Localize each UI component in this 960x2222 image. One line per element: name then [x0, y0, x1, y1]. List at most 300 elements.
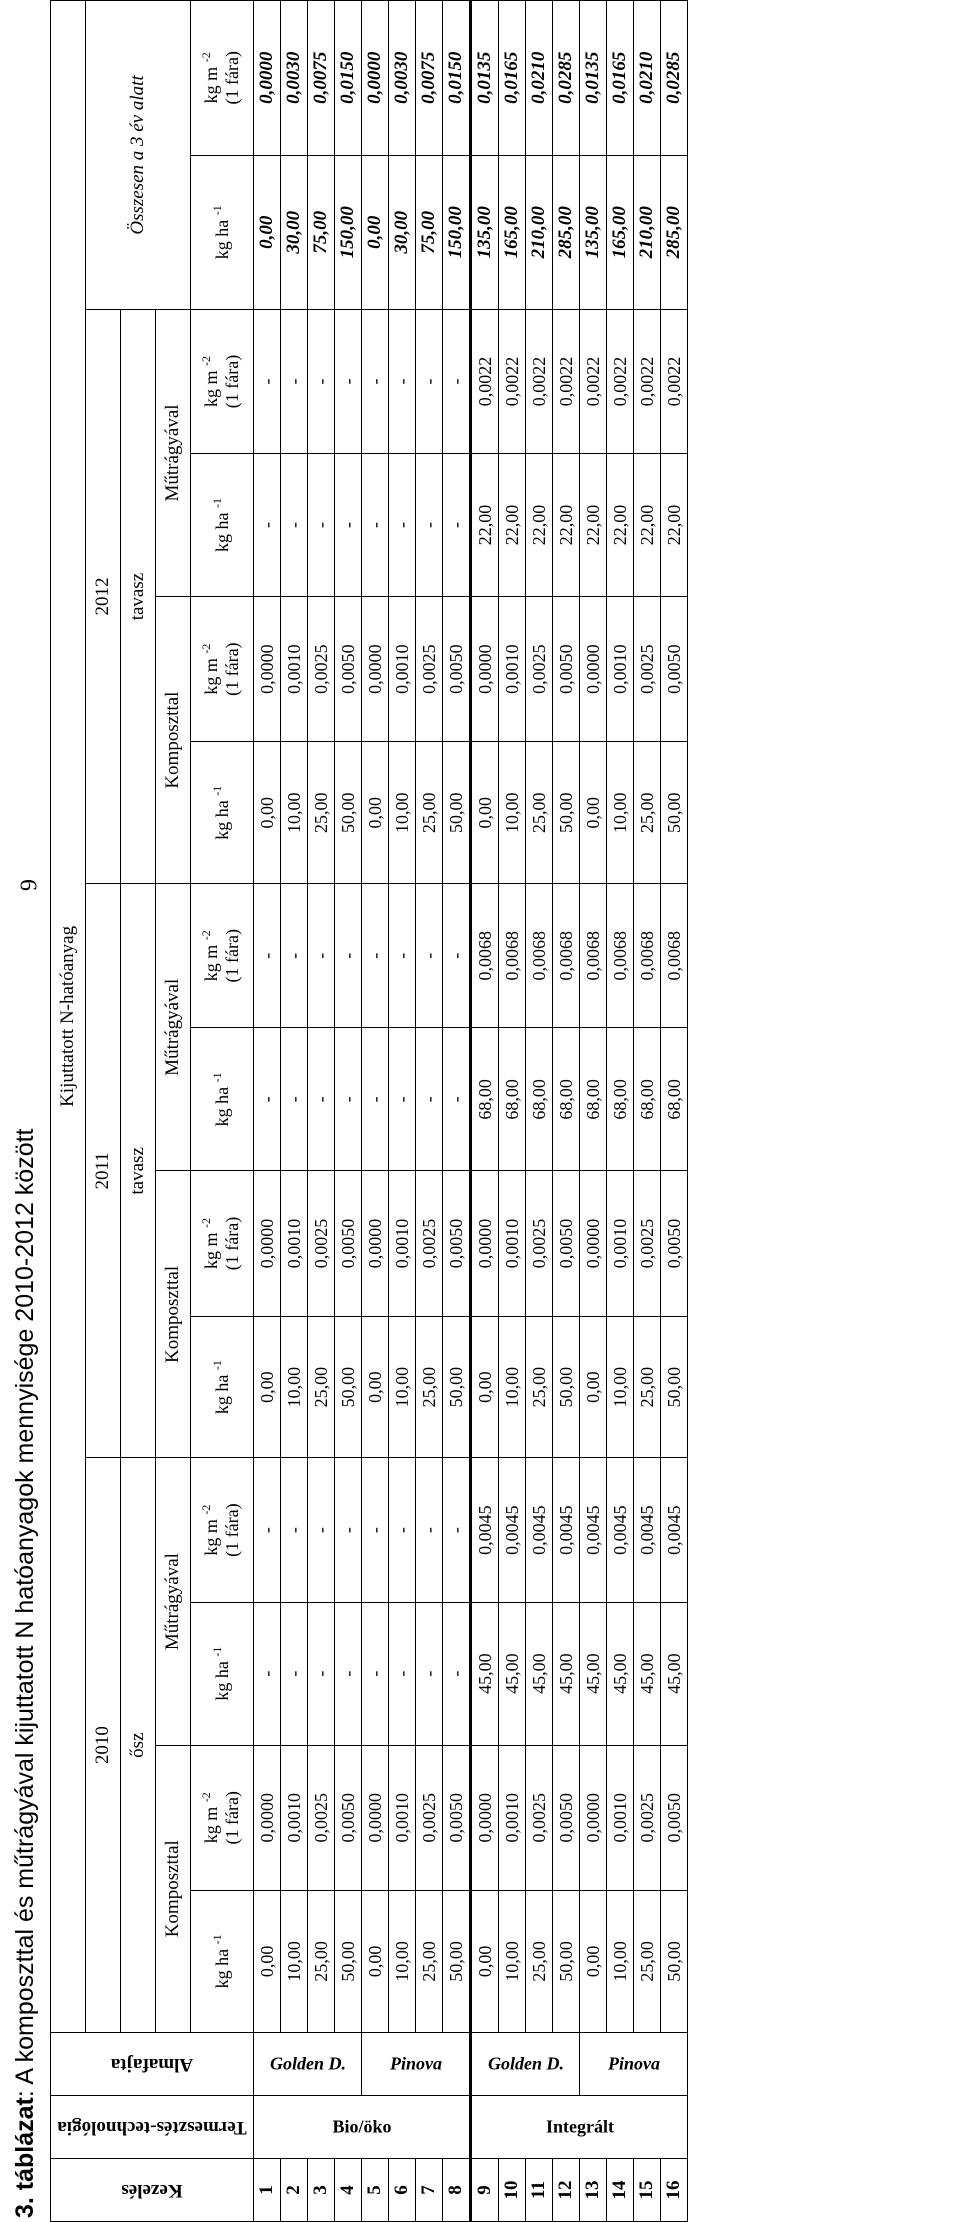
value-cell: 25,00	[308, 742, 335, 884]
total-ha-cell: 150,00	[335, 155, 362, 309]
value-cell: 0,0022	[580, 309, 607, 453]
technologia-cell: Integrált	[471, 2095, 688, 2158]
value-cell: 0,0010	[281, 1171, 308, 1316]
value-cell: -	[281, 454, 308, 597]
kezeles-number: 14	[607, 2158, 634, 2221]
value-cell: 0,0050	[661, 1171, 688, 1316]
almafajta-header: Almafajta	[51, 2032, 254, 2095]
value-cell: -	[308, 1028, 335, 1171]
value-cell: 0,0000	[254, 1171, 281, 1316]
value-cell: 0,00	[471, 1890, 499, 2032]
value-cell: 50,00	[553, 742, 580, 884]
total-ha-cell: 75,00	[416, 155, 443, 309]
value-cell: 0,0022	[661, 309, 688, 453]
value-cell: 0,0068	[499, 884, 526, 1028]
value-cell: 45,00	[634, 1602, 661, 1745]
total-m-cell: 0,0165	[499, 1, 526, 156]
value-cell: 10,00	[281, 1316, 308, 1458]
value-cell: 0,0045	[634, 1458, 661, 1602]
total-m-cell: 0,0030	[281, 1, 308, 156]
value-cell: 45,00	[580, 1602, 607, 1745]
value-cell: 0,0022	[607, 309, 634, 453]
table-row	[526, 1, 553, 2222]
komposzttal-header: Komposzttal	[156, 597, 191, 884]
value-cell: 68,00	[580, 1028, 607, 1171]
value-cell: 22,00	[471, 454, 499, 597]
total-m-cell: 0,0150	[443, 1, 471, 156]
value-cell: 0,0000	[471, 597, 499, 742]
value-cell: 0,0010	[281, 1745, 308, 1890]
value-cell: 0,0068	[661, 884, 688, 1028]
value-cell: -	[362, 1458, 389, 1602]
value-cell: 0,0000	[471, 1171, 499, 1316]
value-cell: -	[389, 1602, 416, 1745]
total-ha-cell: 285,00	[661, 155, 688, 309]
table-row	[661, 1, 688, 2222]
total-m-cell: 0,0030	[389, 1, 416, 156]
table-caption	[0, 0, 50, 2222]
table-row	[389, 1, 416, 2222]
kezeles-number: 3	[308, 2158, 335, 2221]
value-cell: 0,0025	[526, 1745, 553, 1890]
value-cell: 22,00	[499, 454, 526, 597]
value-cell: 0,0045	[499, 1458, 526, 1602]
value-cell: 0,0000	[580, 1745, 607, 1890]
value-cell: -	[254, 1458, 281, 1602]
kezeles-number: 7	[416, 2158, 443, 2221]
value-cell: -	[335, 1028, 362, 1171]
value-cell: 25,00	[526, 1316, 553, 1458]
total-m-cell: 0,0075	[416, 1, 443, 156]
value-cell: -	[308, 1602, 335, 1745]
kezeles-number: 9	[471, 2158, 499, 2221]
value-cell: 0,0025	[308, 1745, 335, 1890]
value-cell: -	[362, 1602, 389, 1745]
value-cell: 0,0000	[254, 1745, 281, 1890]
total-ha-cell: 210,00	[634, 155, 661, 309]
total-m-cell: 0,0135	[580, 1, 607, 156]
value-cell: 0,0025	[634, 1171, 661, 1316]
value-cell: 0,0010	[607, 1171, 634, 1316]
value-cell: -	[416, 1602, 443, 1745]
total-ha-cell: 30,00	[389, 155, 416, 309]
value-cell: 10,00	[389, 742, 416, 884]
value-cell: 0,0050	[661, 597, 688, 742]
total-ha-cell: 0,00	[254, 155, 281, 309]
value-cell: 10,00	[607, 1890, 634, 2032]
value-cell: 68,00	[526, 1028, 553, 1171]
value-cell: -	[416, 884, 443, 1028]
value-cell: -	[308, 454, 335, 597]
value-cell: 0,0000	[254, 597, 281, 742]
value-cell: -	[254, 454, 281, 597]
value-cell: 50,00	[553, 1316, 580, 1458]
value-cell: 0,0068	[471, 884, 499, 1028]
value-cell: -	[443, 884, 471, 1028]
value-cell: -	[362, 1028, 389, 1171]
value-cell: -	[389, 309, 416, 453]
table-row	[471, 1, 499, 2222]
value-cell: 0,0045	[553, 1458, 580, 1602]
value-cell: 68,00	[634, 1028, 661, 1171]
value-cell: -	[416, 1458, 443, 1602]
value-cell: 10,00	[389, 1316, 416, 1458]
value-cell: -	[281, 309, 308, 453]
year-header: 2010	[86, 1458, 121, 2032]
almafajta-cell: Pinova	[362, 2032, 471, 2095]
value-cell: 0,0045	[526, 1458, 553, 1602]
value-cell: 22,00	[661, 454, 688, 597]
value-cell: -	[281, 884, 308, 1028]
value-cell: 45,00	[553, 1602, 580, 1745]
value-cell: 50,00	[661, 742, 688, 884]
value-cell: 50,00	[553, 1890, 580, 2032]
table-row	[308, 1, 335, 2222]
value-cell: 0,0050	[661, 1745, 688, 1890]
unit-m-header: kg m $^{-2}$ (1 fára)	[191, 1171, 254, 1316]
value-cell: 0,0045	[661, 1458, 688, 1602]
value-cell: 50,00	[443, 742, 471, 884]
unit-ha-header: kg ha $^{-1}$	[191, 1602, 254, 1745]
unit-m-header: kg m $^{-2}$ (1 fára)	[191, 1745, 254, 1890]
value-cell: 0,0050	[553, 597, 580, 742]
kezeles-number: 2	[281, 2158, 308, 2221]
value-cell: 25,00	[526, 742, 553, 884]
value-cell: -	[308, 1458, 335, 1602]
value-cell: -	[443, 454, 471, 597]
unit-ha-header: kg ha $^{-1}$	[191, 155, 254, 309]
table-header	[51, 1, 254, 2222]
value-cell: 0,0045	[471, 1458, 499, 1602]
value-cell: -	[416, 1028, 443, 1171]
value-cell: 0,00	[580, 1890, 607, 2032]
value-cell: 50,00	[335, 742, 362, 884]
value-cell: 68,00	[607, 1028, 634, 1171]
value-cell: 22,00	[526, 454, 553, 597]
value-cell: 0,0025	[308, 1171, 335, 1316]
value-cell: 0,0068	[553, 884, 580, 1028]
value-cell: 0,0025	[308, 597, 335, 742]
value-cell: 10,00	[499, 1890, 526, 2032]
value-cell: -	[281, 1028, 308, 1171]
table-row	[335, 1, 362, 2222]
value-cell: 0,0025	[634, 1745, 661, 1890]
value-cell: 50,00	[335, 1890, 362, 2032]
kezeles-number: 15	[634, 2158, 661, 2221]
nitrogen-table	[50, 0, 688, 2222]
value-cell: -	[254, 1602, 281, 1745]
mutragyaval-header: Műtrágyával	[156, 1458, 191, 1745]
table-row	[362, 1, 389, 2222]
caption-text: : A komposzttal és műtrágyával kijuttatott N hatóanyagok mennyisége 2010-2012 között	[11, 1128, 39, 2098]
value-cell: 10,00	[607, 1316, 634, 1458]
technologia-cell: Bio/öko	[254, 2095, 471, 2158]
value-cell: -	[443, 309, 471, 453]
page-number: 6	[14, 879, 41, 891]
value-cell: 0,00	[254, 742, 281, 884]
value-cell: 0,0000	[580, 597, 607, 742]
value-cell: 50,00	[661, 1890, 688, 2032]
value-cell: 25,00	[308, 1890, 335, 2032]
total-m-cell: 0,0150	[335, 1, 362, 156]
value-cell: 25,00	[634, 742, 661, 884]
value-cell: 25,00	[416, 1316, 443, 1458]
value-cell: 0,0025	[526, 1171, 553, 1316]
total-ha-cell: 165,00	[607, 155, 634, 309]
value-cell: -	[443, 1602, 471, 1745]
kezeles-number: 6	[389, 2158, 416, 2221]
value-cell: 0,0068	[634, 884, 661, 1028]
value-cell: 68,00	[553, 1028, 580, 1171]
total-m-cell: 0,0210	[526, 1, 553, 156]
season-header: tavasz	[121, 884, 156, 1458]
kezeles-number: 12	[553, 2158, 580, 2221]
value-cell: 0,0022	[499, 309, 526, 453]
value-cell: 0,0010	[499, 1171, 526, 1316]
total-m-cell: 0,0135	[471, 1, 499, 156]
value-cell: 0,0000	[580, 1171, 607, 1316]
unit-ha-header: kg ha $^{-1}$	[191, 742, 254, 884]
value-cell: 68,00	[499, 1028, 526, 1171]
total-m-cell: 0,0000	[254, 1, 281, 156]
value-cell: 0,0000	[362, 1171, 389, 1316]
value-cell: -	[389, 454, 416, 597]
value-cell: 10,00	[499, 742, 526, 884]
kezeles-number: 5	[362, 2158, 389, 2221]
value-cell: -	[335, 884, 362, 1028]
table-row	[281, 1, 308, 2222]
table-row	[553, 1, 580, 2222]
value-cell: 50,00	[443, 1316, 471, 1458]
kezeles-number: 4	[335, 2158, 362, 2221]
value-cell: 0,0068	[580, 884, 607, 1028]
value-cell: 0,0010	[389, 597, 416, 742]
value-cell: 0,0010	[281, 597, 308, 742]
mutragyaval-header: Műtrágyával	[156, 884, 191, 1171]
value-cell: 0,00	[580, 1316, 607, 1458]
value-cell: 0,0022	[634, 309, 661, 453]
unit-ha-header: kg ha $^{-1}$	[191, 1316, 254, 1458]
value-cell: -	[416, 309, 443, 453]
value-cell: 0,0050	[335, 1171, 362, 1316]
value-cell: 0,0050	[335, 597, 362, 742]
table-row	[443, 1, 471, 2222]
value-cell: -	[389, 884, 416, 1028]
kezeles-number: 13	[580, 2158, 607, 2221]
value-cell: 45,00	[607, 1602, 634, 1745]
value-cell: 25,00	[416, 1890, 443, 2032]
value-cell: 25,00	[526, 1890, 553, 2032]
komposzttal-header: Komposzttal	[156, 1171, 191, 1458]
value-cell: 25,00	[634, 1316, 661, 1458]
value-cell: 0,0000	[471, 1745, 499, 1890]
total-ha-cell: 30,00	[281, 155, 308, 309]
value-cell: 0,0010	[607, 597, 634, 742]
season-header: tavasz	[121, 309, 156, 883]
kijuttatott-header: Kijuttatott N-hatóanyag	[51, 1, 86, 2033]
value-cell: -	[335, 1458, 362, 1602]
table-row	[607, 1, 634, 2222]
value-cell: 25,00	[634, 1890, 661, 2032]
total-ha-cell: 135,00	[471, 155, 499, 309]
value-cell: 0,0010	[389, 1745, 416, 1890]
value-cell: 0,0000	[362, 1745, 389, 1890]
value-cell: -	[308, 884, 335, 1028]
value-cell: 0,0025	[634, 597, 661, 742]
caption-label: 3. táblázat	[11, 2097, 39, 2218]
value-cell: 68,00	[471, 1028, 499, 1171]
total-ha-cell: 135,00	[580, 155, 607, 309]
total-m-cell: 0,0165	[607, 1, 634, 156]
value-cell: 0,0050	[335, 1745, 362, 1890]
komposzttal-header: Komposzttal	[156, 1745, 191, 2032]
value-cell: -	[443, 1458, 471, 1602]
value-cell: 45,00	[661, 1602, 688, 1745]
almafajta-cell: Golden D.	[471, 2032, 580, 2095]
year-header: 2012	[86, 309, 121, 883]
value-cell: 45,00	[499, 1602, 526, 1745]
kezeles-number: 16	[661, 2158, 688, 2221]
value-cell: -	[254, 309, 281, 453]
total-ha-cell: 210,00	[526, 155, 553, 309]
value-cell: 68,00	[661, 1028, 688, 1171]
value-cell: 0,0010	[499, 1745, 526, 1890]
table-row	[634, 1, 661, 2222]
table-row	[416, 1, 443, 2222]
table-row	[580, 1, 607, 2222]
unit-m-header: kg m $^{-2}$ (1 fára)	[191, 1458, 254, 1602]
value-cell: 0,00	[580, 742, 607, 884]
total-ha-cell: 75,00	[308, 155, 335, 309]
value-cell: 0,0045	[607, 1458, 634, 1602]
value-cell: 10,00	[281, 742, 308, 884]
total-ha-cell: 165,00	[499, 155, 526, 309]
value-cell: 0,0025	[526, 597, 553, 742]
value-cell: 22,00	[580, 454, 607, 597]
kezeles-number: 8	[443, 2158, 471, 2221]
value-cell: 50,00	[335, 1316, 362, 1458]
value-cell: 0,0050	[553, 1171, 580, 1316]
value-cell: 0,0068	[607, 884, 634, 1028]
value-cell: 10,00	[389, 1890, 416, 2032]
value-cell: 0,0050	[553, 1745, 580, 1890]
table-row	[254, 1, 281, 2222]
unit-ha-header: kg ha $^{-1}$	[191, 1028, 254, 1171]
almafajta-cell: Golden D.	[254, 2032, 362, 2095]
osszesen-header: Összesen a 3 év alatt	[86, 1, 191, 310]
value-cell: -	[254, 1028, 281, 1171]
total-ha-cell: 150,00	[443, 155, 471, 309]
unit-m-header: kg m $^{-2}$ (1 fára)	[191, 1, 254, 156]
value-cell: -	[362, 309, 389, 453]
total-ha-cell: 0,00	[362, 155, 389, 309]
table-row	[499, 1, 526, 2222]
value-cell: 0,0010	[607, 1745, 634, 1890]
value-cell: 0,0050	[443, 597, 471, 742]
value-cell: 0,0000	[362, 597, 389, 742]
total-m-cell: 0,0210	[634, 1, 661, 156]
value-cell: 22,00	[553, 454, 580, 597]
value-cell: 0,0045	[580, 1458, 607, 1602]
value-cell: 0,0022	[526, 309, 553, 453]
value-cell: -	[281, 1458, 308, 1602]
season-header: ősz	[121, 1458, 156, 2032]
unit-ha-header: kg ha $^{-1}$	[191, 1890, 254, 2032]
value-cell: -	[416, 454, 443, 597]
value-cell: 0,0025	[416, 597, 443, 742]
value-cell: 0,0068	[526, 884, 553, 1028]
value-cell: -	[362, 454, 389, 597]
kezeles-number: 10	[499, 2158, 526, 2221]
value-cell: -	[335, 309, 362, 453]
total-m-cell: 0,0285	[661, 1, 688, 156]
value-cell: 10,00	[499, 1316, 526, 1458]
value-cell: -	[389, 1458, 416, 1602]
value-cell: -	[335, 454, 362, 597]
value-cell: 0,00	[471, 1316, 499, 1458]
unit-ha-header: kg ha $^{-1}$	[191, 454, 254, 597]
value-cell: 22,00	[607, 454, 634, 597]
value-cell: 0,00	[254, 1890, 281, 2032]
mutragyaval-header: Műtrágyával	[156, 309, 191, 596]
value-cell: -	[308, 309, 335, 453]
unit-m-header: kg m $^{-2}$ (1 fára)	[191, 309, 254, 453]
value-cell: 25,00	[308, 1316, 335, 1458]
value-cell: -	[281, 1602, 308, 1745]
value-cell: -	[443, 1028, 471, 1171]
technologia-header: Termesztés-technológia	[51, 2095, 254, 2158]
value-cell: 0,00	[254, 1316, 281, 1458]
year-header: 2011	[86, 884, 121, 1458]
value-cell: 10,00	[607, 742, 634, 884]
value-cell: 0,0010	[389, 1171, 416, 1316]
value-cell: 0,0025	[416, 1171, 443, 1316]
value-cell: 50,00	[443, 1890, 471, 2032]
value-cell: 0,0050	[443, 1745, 471, 1890]
value-cell: 10,00	[281, 1890, 308, 2032]
unit-m-header: kg m $^{-2}$ (1 fára)	[191, 884, 254, 1028]
value-cell: 0,00	[471, 742, 499, 884]
total-ha-cell: 285,00	[553, 155, 580, 309]
value-cell: 25,00	[416, 742, 443, 884]
value-cell: 50,00	[661, 1316, 688, 1458]
kezeles-number: 11	[526, 2158, 553, 2221]
value-cell: -	[335, 1602, 362, 1745]
total-m-cell: 0,0000	[362, 1, 389, 156]
kezeles-header: Kezelés	[51, 2158, 254, 2221]
total-m-cell: 0,0285	[553, 1, 580, 156]
value-cell: 45,00	[526, 1602, 553, 1745]
table-body	[254, 1, 688, 2222]
value-cell: 0,0022	[553, 309, 580, 453]
kezeles-number: 1	[254, 2158, 281, 2221]
value-cell: 0,0010	[499, 597, 526, 742]
value-cell: 0,00	[362, 1316, 389, 1458]
value-cell: 0,00	[362, 1890, 389, 2032]
value-cell: 22,00	[634, 454, 661, 597]
value-cell: -	[362, 884, 389, 1028]
value-cell: 0,0022	[471, 309, 499, 453]
value-cell: 0,00	[362, 742, 389, 884]
value-cell: 0,0050	[443, 1171, 471, 1316]
value-cell: -	[389, 1028, 416, 1171]
value-cell: -	[254, 884, 281, 1028]
total-m-cell: 0,0075	[308, 1, 335, 156]
value-cell: 45,00	[471, 1602, 499, 1745]
almafajta-cell: Pinova	[580, 2032, 688, 2095]
unit-m-header: kg m $^{-2}$ (1 fára)	[191, 597, 254, 742]
value-cell: 0,0025	[416, 1745, 443, 1890]
